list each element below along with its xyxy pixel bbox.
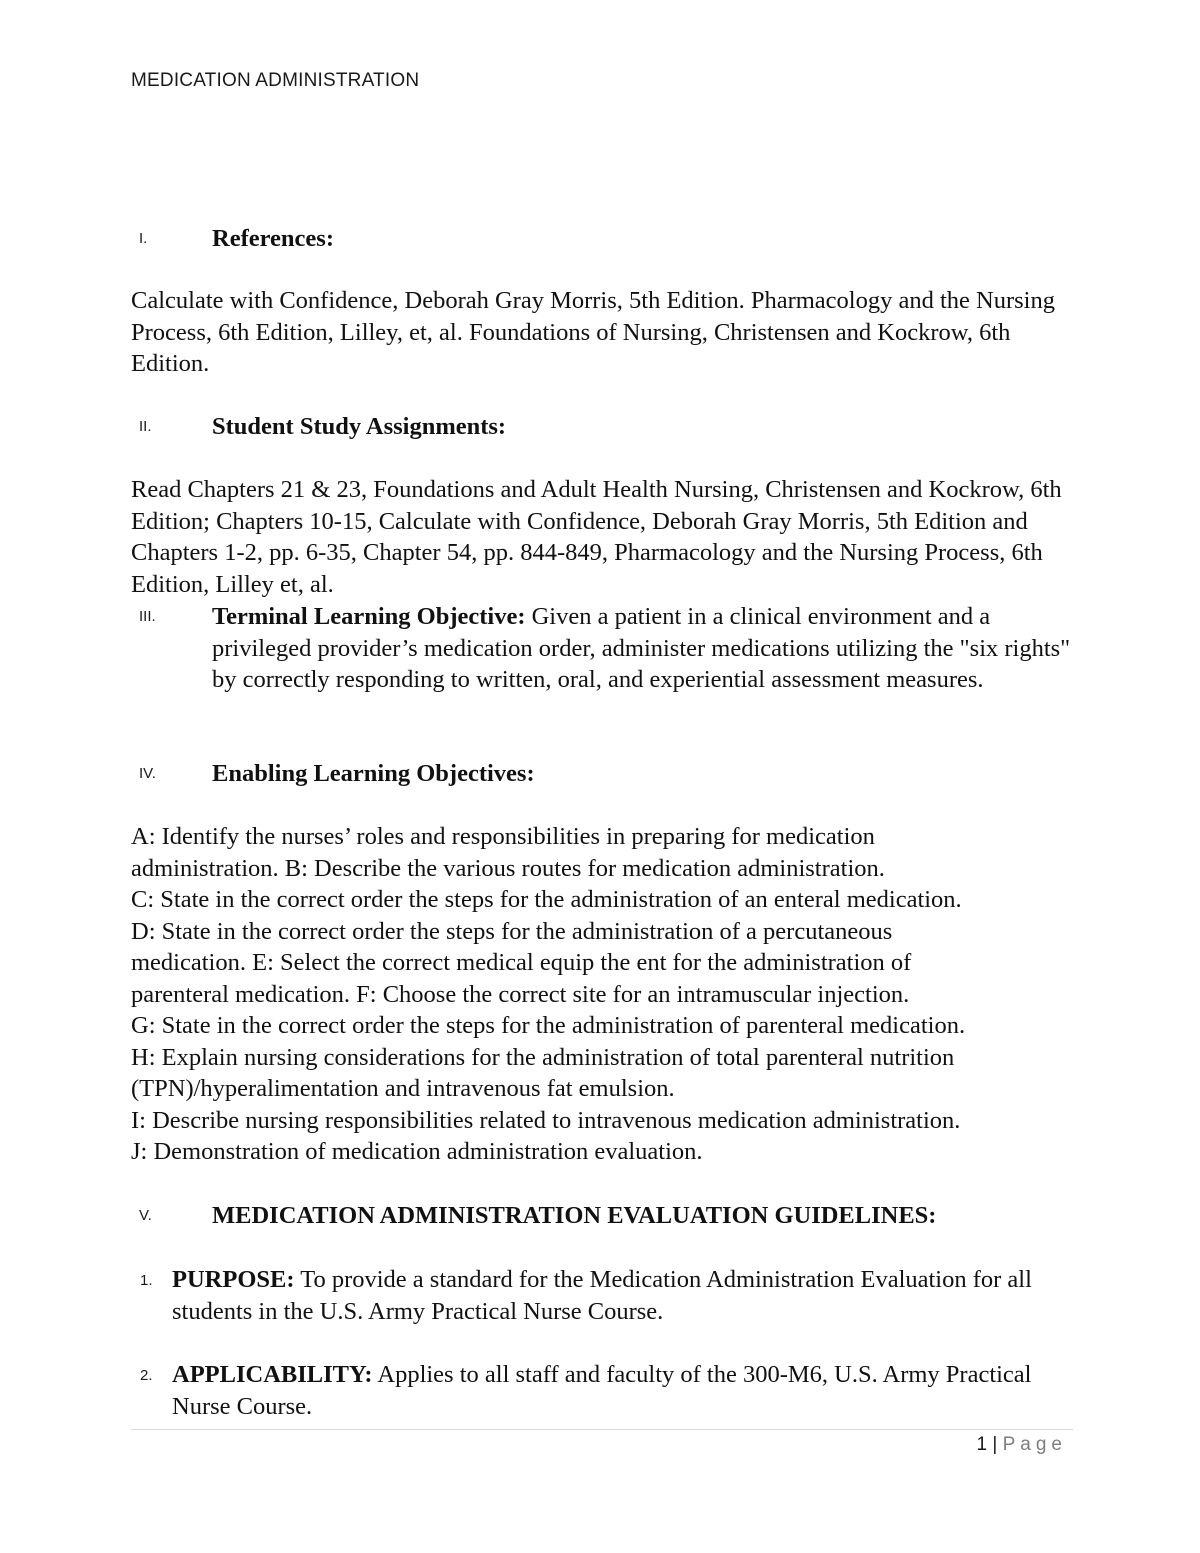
item-text: [172, 1264, 1082, 1327]
objective-line: medication. E: Select the correct medical equip the ent for the administration of: [131, 949, 912, 976]
references-body: Calculate with Confidence, Deborah Gray Morris, 5th Edition. Pharmacology and the Nursing Process, 6th Edition, Lilley, et, al. Foundations of Nursing, Christensen and Kockrow, 6th Edition.: [131, 287, 1055, 377]
item-body: Applies to all staff and faculty of the 300-M6, U.S. Army Practical Nurse Course.: [172, 1361, 1032, 1420]
page-header: MEDICATION ADMINISTRATION: [131, 70, 420, 91]
page-label: Page: [1002, 1434, 1067, 1455]
enabling-objectives-list: [131, 821, 1071, 1168]
section-number: I.: [139, 230, 148, 247]
item-label: APPLICABILITY:: [172, 1361, 373, 1388]
terminal-objective-paragraph: [212, 601, 1082, 696]
section-heading-study-assignments: [131, 411, 1091, 443]
item-number: 2.: [140, 1367, 153, 1384]
page-number: 1: [976, 1434, 988, 1455]
section-title: Student Study Assignments:: [212, 413, 507, 440]
section-number: V.: [139, 1207, 152, 1224]
section-heading-evaluation-guidelines: [131, 1200, 1091, 1232]
objective-line: administration. B: Describe the various routes for medication administration.: [131, 854, 885, 882]
objective-line: G: State in the correct order the steps for the administration of parenteral medication.: [131, 1012, 966, 1039]
section-number: III.: [139, 608, 156, 625]
objective-line: I: Describe nursing responsibilities related to intravenous medication administration.: [131, 1106, 961, 1134]
study-assignments-body: Read Chapters 21 & 23, Foundations and Adult Health Nursing, Christensen and Kockrow, 6th Edition; Chapters 10-15, Calculate with Confidence, Deborah Gray Morris, 5th Edition and Chapters 1-2, pp. 6-35, Chapter 54, pp. 844-849, Pharmacology and the Nursing Process, 6th Edition, Lilley et, al.: [131, 476, 1062, 598]
section-title: References:: [212, 225, 334, 252]
page-footer: [977, 1434, 1067, 1456]
item-number: 1.: [140, 1272, 153, 1289]
objective-line: H: Explain nursing considerations for the administration of total parenteral nutrition: [131, 1043, 955, 1071]
item-text: [172, 1359, 1082, 1422]
item-label: PURPOSE:: [172, 1266, 295, 1293]
section-heading-references: [131, 223, 1091, 255]
objective-line: parenteral medication. F: Choose the correct site for an intramuscular injection.: [131, 980, 910, 1008]
objective-line: J: Demonstration of medication administration evaluation.: [131, 1138, 703, 1165]
section-number: II.: [139, 418, 152, 435]
terminal-objective-body: Given a patient in a clinical environment and a privileged provider’s medication order, administer medications utilizing the "six rights" by correctly responding to written, oral, and experiential assessment measures.: [212, 603, 1071, 693]
objective-line: D: State in the correct order the steps for the administration of a percutaneous: [131, 917, 893, 945]
objective-line: (TPN)/hyperalimentation and intravenous fat emulsion.: [131, 1075, 675, 1102]
section-heading-enabling-objectives: [131, 758, 1091, 790]
terminal-objective-title: Terminal Learning Objective:: [212, 603, 526, 630]
section-title: MEDICATION ADMINISTRATION EVALUATION GUIDELINES:: [212, 1202, 937, 1229]
section-number: IV.: [139, 765, 156, 782]
objective-line: A: Identify the nurses’ roles and responsibilities in preparing for medication: [131, 823, 875, 850]
footer-divider: [131, 1429, 1073, 1430]
item-body: To provide a standard for the Medication Administration Evaluation for all students in the U.S. Army Practical Nurse Course.: [172, 1266, 1032, 1325]
page-separator: |: [992, 1434, 998, 1455]
section-title: Enabling Learning Objectives:: [212, 760, 535, 787]
objective-line: C: State in the correct order the steps for the administration of an enteral medication.: [131, 886, 962, 913]
